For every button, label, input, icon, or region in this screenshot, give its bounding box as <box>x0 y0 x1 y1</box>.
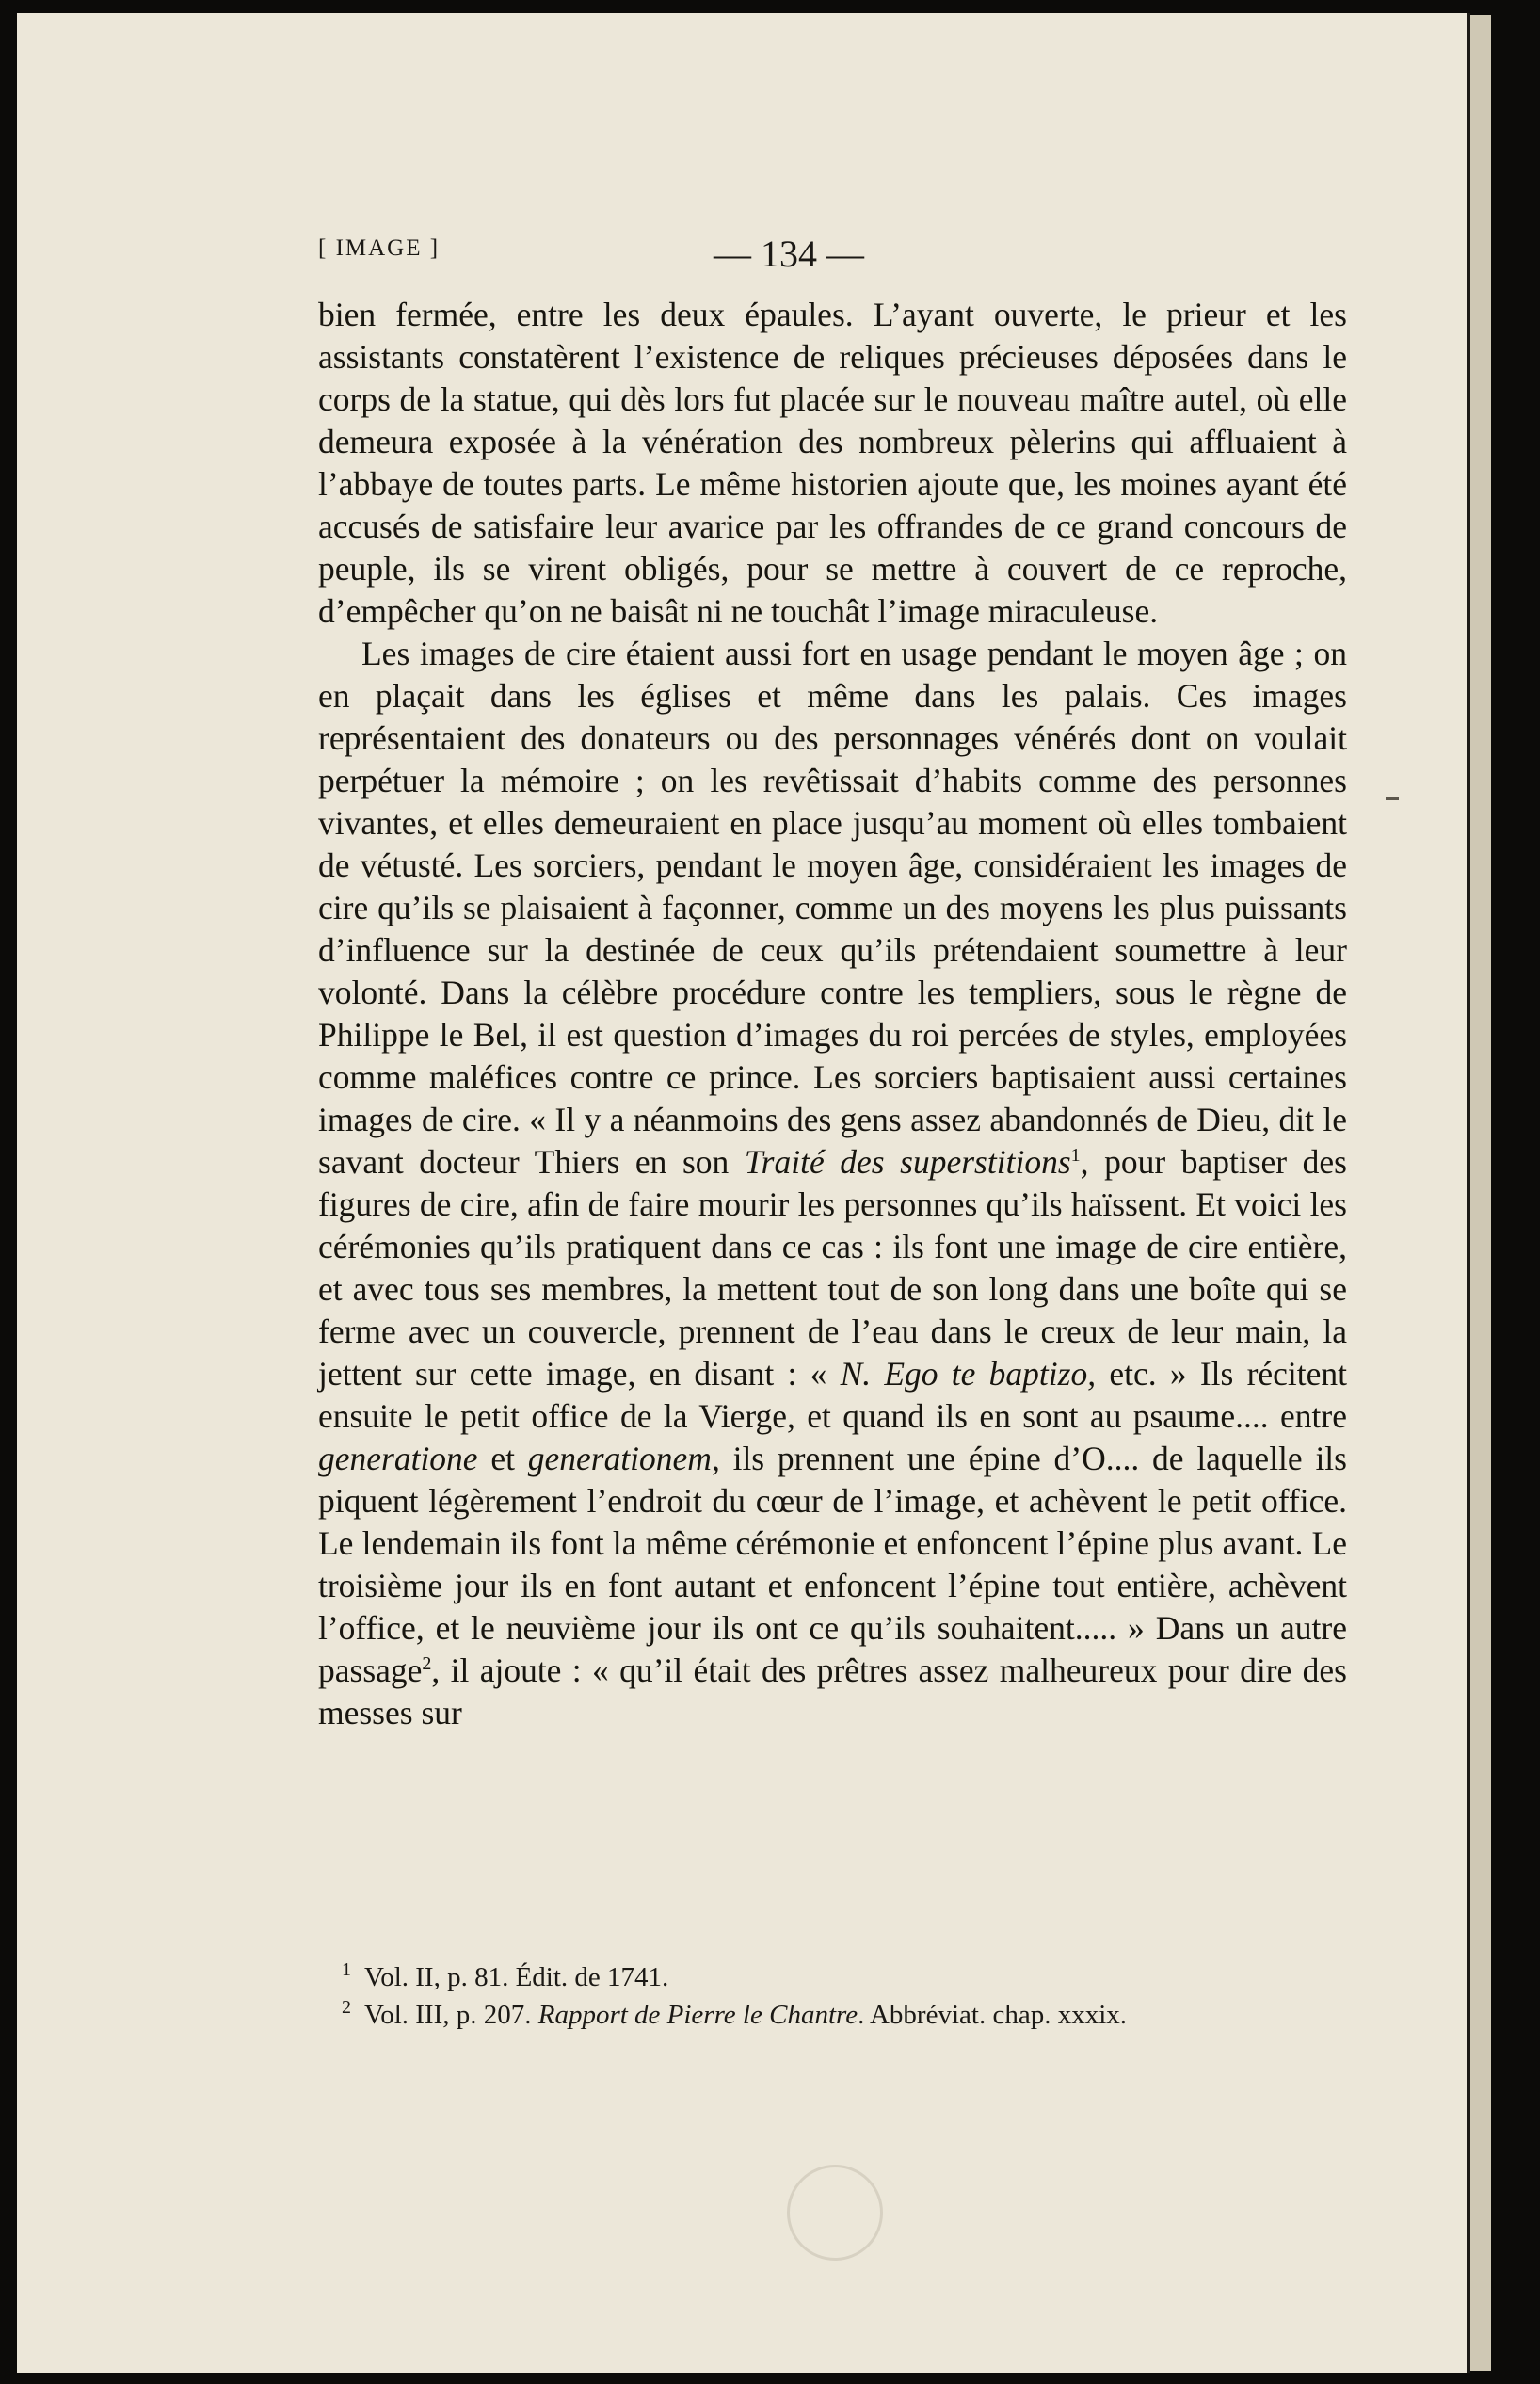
footnote <box>342 1996 1377 2034</box>
scan-border <box>1491 0 1540 2384</box>
footnote-mark: 2 <box>342 1997 351 2019</box>
paragraph-text: , il ajoute : « qu’il était des prêtres assez malheureux pour dire des messes sur <box>318 1651 1347 1732</box>
library-stamp <box>787 2165 883 2261</box>
footnote <box>342 1958 1377 1996</box>
book-page <box>17 13 1470 2373</box>
paragraph <box>318 633 1347 1734</box>
latin-word: generatione <box>318 1440 478 1477</box>
footnote-text: Vol. III, p. 207. <box>364 2000 538 2030</box>
paragraph <box>318 294 1347 633</box>
paragraph-text: , pour baptiser des figures de cire, afin de faire mourir les personnes qu’ils haïssent. Et voici les cérémonies qu’ils pratiquent dans ce cas : ils font une image de cire entière, et avec tous ses membres, la mettent tout de son long dans une boîte qui se ferme avec un couvercle, prennent de l’eau dans le creux de leur main, la jettent sur cette image, en disant : « <box>318 1143 1347 1393</box>
footnote-mark: 1 <box>342 1959 351 1981</box>
latin-phrase: N. Ego te baptizo, <box>840 1355 1097 1393</box>
paragraph-text: et <box>477 1440 528 1477</box>
page-number: — 134 — <box>714 233 864 275</box>
footnote-ref-2: 2 <box>422 1653 432 1675</box>
footnote-ref-1: 1 <box>1070 1145 1081 1167</box>
footnote-text: . Abbréviat. chap. xxxix. <box>858 2000 1128 2030</box>
latin-word: generationem <box>527 1440 712 1477</box>
paragraph-text: etc. » Ils récitent ensuite le petit office de la Vierge, et quand ils en sont au psaume.... entre <box>318 1355 1347 1435</box>
book-title: Traité des superstitions <box>744 1143 1071 1181</box>
body-text <box>318 294 1347 1734</box>
footnote-title: Rapport de Pierre le Chantre <box>537 2000 858 2030</box>
footnote-text: Vol. II, p. 81. Édit. de 1741. <box>364 1962 669 1992</box>
facing-page-edge <box>1470 15 1491 2371</box>
section-title: [ IMAGE ] <box>318 235 441 261</box>
paragraph-text: , ils prennent une épine d’O.... de laquelle ils piquent légèrement l’endroit du cœur de l’image, et achèvent le petit office. Le lendemain ils font la même cérémonie et enfoncent l’épine plus avant. Le troisième jour ils en font autant et enfoncent l’épine tout entière, achèvent l’office, et le neuvième jour ils ont ce qu’ils souhaitent..... » Dans un autre passage <box>318 1440 1347 1689</box>
running-header <box>318 232 1363 288</box>
margin-mark <box>1386 797 1399 800</box>
paragraph-text: bien fermée, entre les deux épaules. L’ayant ouverte, le prieur et les assistants constatèrent l’existence de reliques précieuses déposées dans le corps de la statue, qui dès lors fut placée sur le nouveau maître autel, où elle demeura exposée à la vénération des nombreux pèlerins qui affluaient à l’abbaye de toutes parts. Le même historien ajoute que, les moines ayant été accusés de satisfaire leur avarice par les offrandes de ce grand concours de peuple, ils se virent obligés, pour se mettre à couvert de ce reproche, d’empêcher qu’on ne baisât ni ne touchât l’image miraculeuse. <box>318 296 1347 630</box>
paragraph-text: Les images de cire étaient aussi fort en usage pendant le moyen âge ; on en plaçait dans les églises et même dans les palais. Ces images représentaient des donateurs ou des personnages vénérés dont on voulait perpétuer la mémoire ; on les revêtissait d’habits comme des personnes vivantes, et elles demeuraient en place jusqu’au moment où elles tombaient de vétusté. Les sorciers, pendant le moyen âge, considéraient les images de cire qu’ils se plaisaient à façonner, comme un des moyens les plus puissants d’influence sur la destinée de ceux qu’ils prétendaient soumettre à leur volonté. Dans la célèbre procédure contre les templiers, sous le règne de Philippe le Bel, il est question d’images du roi percées de styles, employées comme maléfices contre ce prince. Les sorciers baptisaient aussi certaines images de cire. « Il y a néanmoins des gens assez abandonnés de Dieu, dit le savant docteur Thiers en son <box>318 635 1347 1181</box>
footnotes <box>342 1958 1377 2034</box>
